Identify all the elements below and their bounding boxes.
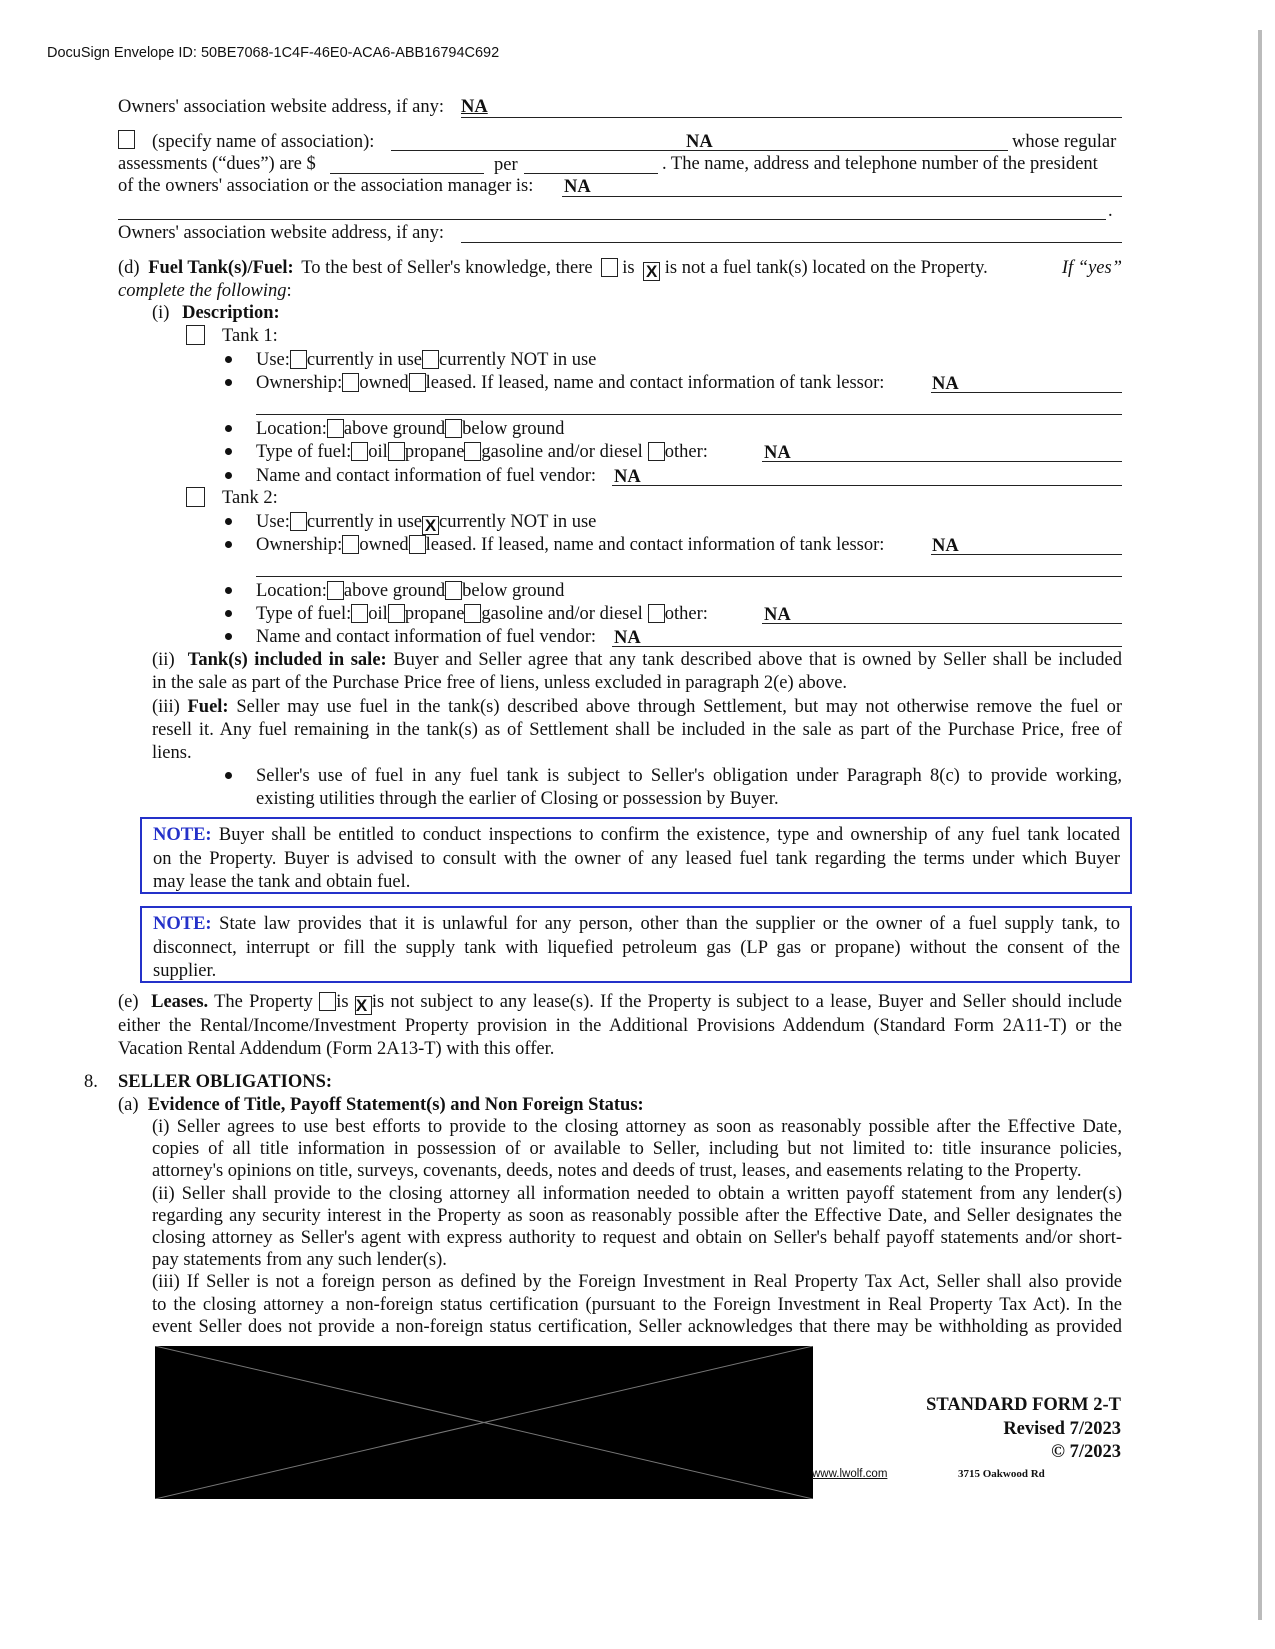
- tank2-propane-label: propane: [404, 604, 465, 624]
- hoa-per-label: per: [494, 155, 518, 175]
- tank2-type-label: Type of fuel:: [256, 604, 352, 624]
- tank1-vendor-bullet: [225, 472, 232, 479]
- leases-is-label: is: [336, 992, 349, 1012]
- leases-line-2: either the Rental/Income/Investment Property provision in the Additional Provisions Addendum (Standard Form 2A11-T) or the: [118, 1016, 1122, 1036]
- footer-address: 3715 Oakwood Rd: [958, 1468, 1045, 1480]
- hoa-name-address-label: . The name, address and telephone number of the president: [662, 154, 1098, 174]
- tank1-propane-label: propane: [404, 442, 465, 462]
- tank1-vendor-line: [612, 485, 1122, 486]
- tank1-lessor-value: NA: [932, 374, 959, 394]
- fuel-intro-text: To the best of Seller's knowledge, there: [301, 258, 593, 278]
- hoa-manager-value: NA: [564, 177, 591, 197]
- tank2-not-in-use-label: currently NOT in use: [439, 512, 597, 532]
- tank2-oil-checkbox[interactable]: [351, 604, 368, 623]
- fuel-is-not-checkbox[interactable]: X: [643, 262, 660, 281]
- tank2-gasoline-label: gasoline and/or diesel: [481, 604, 643, 624]
- tank1-checkbox[interactable]: [186, 325, 205, 345]
- leases-title: Leases.: [151, 992, 209, 1012]
- oblig-iii-line-2: to the closing attorney a non-foreign status certification (pursuant to the Foreign Investment in Real Property Tax Act). In the: [152, 1294, 1122, 1315]
- hoa-whose-regular: whose regular: [1012, 132, 1117, 152]
- tank1-use-row: [256, 349, 596, 371]
- tank1-gasoline-checkbox[interactable]: [464, 442, 481, 461]
- tank1-other-value: NA: [764, 443, 791, 463]
- tank2-not-in-use-checkbox[interactable]: X: [422, 516, 439, 535]
- footer-link[interactable]: www.lwolf.com: [812, 1468, 888, 1480]
- tank1-location-bullet: [225, 425, 232, 432]
- tank2-vendor-bullet: [225, 633, 232, 640]
- note1-line-3: may lease the tank and obtain fuel.: [153, 872, 411, 892]
- section-number: 8.: [84, 1072, 98, 1092]
- oblig-i-line-1: (i) Seller agrees to use best efforts to provide to the closing attorney as soon as reasonably possible after the Effective Date,: [152, 1117, 1122, 1137]
- tank2-location-row: [256, 580, 564, 602]
- oblig-ii-line-4: pay statements from any such lender(s).: [152, 1250, 447, 1271]
- tank1-location-row: [256, 418, 564, 440]
- tank1-above-ground-label: above ground: [343, 419, 446, 439]
- oblig-ii-line-2: regarding any security interest in the Property as soon as reasonably possible after the Effective Date, and Seller designates the: [152, 1205, 1122, 1226]
- ii-title: Tank(s) included in sale:: [187, 650, 387, 670]
- fuel-colon: :: [286, 281, 292, 301]
- fuel-description-row: [152, 302, 280, 324]
- hoa-dues-amount-field[interactable]: [330, 173, 484, 174]
- tank1-vendor-label: Name and contact information of fuel vendor:: [256, 466, 597, 486]
- tank2-above-ground-checkbox[interactable]: [327, 581, 344, 600]
- tank1-ownership-row: [256, 372, 884, 394]
- tank1-ownership-label: Ownership:: [256, 373, 343, 393]
- oblig-iii-line-1: (iii) If Seller is not a foreign person as defined by the Foreign Investment in Real Property Tax Act, Seller shall also provide: [152, 1272, 1122, 1293]
- fuel-complete-following: complete the following: [118, 281, 287, 301]
- note-state-law: [140, 906, 1132, 983]
- hoa-specify-value: NA: [686, 132, 713, 152]
- fuel-use-line-2: existing utilities through the earlier of Closing or possession by Buyer.: [256, 789, 779, 810]
- tank1-other-label: other:: [664, 442, 708, 462]
- tank1-below-ground-label: below ground: [462, 419, 565, 439]
- note-label: NOTE:: [153, 825, 212, 845]
- oblig-ii-line-1: (ii) Seller shall provide to the closing attorney all information needed to obtain a written payoff statement from any lender(s): [152, 1183, 1122, 1204]
- tank1-type-label: Type of fuel:: [256, 442, 352, 462]
- section-heading: SELLER OBLIGATIONS:: [118, 1072, 333, 1092]
- tank1-not-in-use-label: currently NOT in use: [439, 350, 597, 370]
- tank2-ownership-bullet: [225, 541, 232, 548]
- tank1-type-row: [256, 441, 708, 463]
- title-evidence-row: [118, 1094, 644, 1116]
- tank1-leased-label: leased. If leased, name and contact information of tank lessor:: [425, 373, 885, 393]
- hoa-specify-checkbox[interactable]: [118, 130, 135, 149]
- tank1-other-checkbox[interactable]: [648, 442, 665, 461]
- hoa-website-line: [461, 117, 1122, 118]
- leases-intro: The Property: [214, 992, 313, 1012]
- tank2-vendor-label: Name and contact information of fuel vendor:: [256, 627, 597, 647]
- tank1-lessor-line: [931, 392, 1122, 393]
- hoa-website2-line: [461, 242, 1122, 243]
- tank2-owned-label: owned: [359, 535, 409, 555]
- leases-is-not-label: is not subject to any lease(s). If the Property is subject to a lease, Buyer and Seller should include: [371, 992, 1123, 1012]
- tank2-label: Tank 2:: [222, 488, 278, 508]
- tank2-lessor-line: [931, 554, 1122, 555]
- iii-title: Fuel:: [187, 696, 229, 717]
- tank2-lessor-line-2: [256, 576, 1122, 577]
- tank2-below-ground-checkbox[interactable]: [445, 581, 462, 600]
- fuel-prefix: (d): [118, 258, 140, 278]
- hoa-manager-line: [562, 196, 1122, 197]
- ii-prefix: (ii): [152, 650, 175, 670]
- fuel-use-bullet: [225, 772, 232, 779]
- tank1-vendor-value: NA: [614, 467, 641, 487]
- iii-prefix: (iii): [152, 696, 180, 717]
- fuel-is-not-label: is not a fuel tank(s) located on the Property.: [664, 258, 988, 278]
- tank1-in-use-checkbox[interactable]: [290, 350, 307, 369]
- iii-line-2: resell it. Any fuel remaining in the tank(s) as of Settlement shall be included in the sale as part of the Purchase Price, free of: [152, 719, 1122, 740]
- tank2-oil-label: oil: [368, 604, 388, 624]
- tank1-location-label: Location:: [256, 419, 327, 439]
- tanks-included-paragraph: [152, 649, 1122, 765]
- note1-line-2: on the Property. Buyer is advised to consult with the owner of any leased fuel tank regarding the terms under which Buyer: [153, 848, 1120, 869]
- envelope-id: DocuSign Envelope ID: 50BE7068-1C4F-46E0-ACA6-ABB16794C692: [47, 45, 500, 61]
- leases-is-not-checkbox[interactable]: X: [355, 996, 372, 1015]
- a-title: Evidence of Title, Payoff Statement(s) and Non Foreign Status:: [147, 1095, 644, 1115]
- tank1-type-bullet: [225, 448, 232, 455]
- tank1-use-bullet: [225, 356, 232, 363]
- hoa-website2-label: Owners' association website address, if any:: [118, 223, 444, 243]
- note-inspections: [140, 817, 1132, 894]
- fuel-is-checkbox[interactable]: [601, 258, 618, 277]
- tank2-other-value: NA: [764, 605, 791, 625]
- tank1-in-use-label: currently in use: [306, 350, 422, 370]
- leases-is-checkbox[interactable]: [319, 992, 336, 1011]
- seller-obligations-text: [152, 1116, 1122, 1338]
- page-edge: [1258, 30, 1262, 1620]
- hoa-dues-period-field[interactable]: [524, 173, 658, 174]
- tank2-other-checkbox[interactable]: [648, 604, 665, 623]
- footer-copyright: © 7/2023: [1051, 1442, 1121, 1462]
- tank1-other-line: [762, 461, 1122, 462]
- ii-line-1: Buyer and Seller agree that any tank described above that is owned by Seller shall be included: [393, 650, 1123, 670]
- tank2-type-row: [256, 603, 708, 625]
- tank2-use-label: Use:: [256, 512, 290, 532]
- tank1-owned-checkbox[interactable]: [342, 373, 359, 392]
- tank1-owned-label: owned: [359, 373, 409, 393]
- tank1-gasoline-label: gasoline and/or diesel: [481, 442, 643, 462]
- tank1-above-ground-checkbox[interactable]: [327, 419, 344, 438]
- leases-prefix: (e): [118, 992, 139, 1012]
- tank2-gasoline-checkbox[interactable]: [464, 604, 481, 623]
- tank2-ownership-row: [256, 534, 884, 556]
- tank2-ownership-label: Ownership:: [256, 535, 343, 555]
- tank1-oil-checkbox[interactable]: [351, 442, 368, 461]
- hoa-manager-label: of the owners' association or the association manager is:: [118, 176, 534, 196]
- oblig-i-line-2: copies of all title information in possession of or available to Seller, including but not limited to: title insurance policies,: [152, 1139, 1122, 1160]
- tank1-propane-checkbox[interactable]: [388, 442, 405, 461]
- note-label: NOTE:: [153, 914, 212, 934]
- tank1-below-ground-checkbox[interactable]: [445, 419, 462, 438]
- leases-line-3: Vacation Rental Addendum (Form 2A13-T) with this offer.: [118, 1039, 555, 1060]
- hoa-period: .: [1108, 201, 1113, 221]
- hoa-specify-label: (specify name of association):: [152, 132, 375, 152]
- fuel-i-prefix: (i): [152, 303, 170, 323]
- note1-line-1: Buyer shall be entitled to conduct inspections to confirm the existence, type and ownership of any fuel tank located: [218, 825, 1120, 845]
- tank1-label: Tank 1:: [222, 326, 278, 346]
- tank2-vendor-value: NA: [614, 628, 641, 648]
- tank1-use-label: Use:: [256, 350, 290, 370]
- tank2-owned-checkbox[interactable]: [342, 535, 359, 554]
- hoa-manager-line-2: [118, 219, 1106, 220]
- tank1-oil-label: oil: [368, 442, 388, 462]
- tank2-vendor-line: [612, 646, 1122, 647]
- fuel-is-label: is: [622, 258, 635, 278]
- iii-line-3: liens.: [152, 743, 192, 764]
- redaction-box: [155, 1346, 813, 1499]
- note2-line-3: supplier.: [153, 961, 217, 981]
- footer-form: STANDARD FORM 2-T: [926, 1395, 1121, 1415]
- oblig-iii-line-3: event Seller does not provide a non-foreign status certification, Seller acknowledges that there may be withholding as provided: [152, 1316, 1122, 1337]
- iii-line-1: Seller may use fuel in the tank(s) described above through Settlement, but may not otherwise remove the fuel or: [236, 696, 1122, 717]
- tank2-use-bullet: [225, 518, 232, 525]
- hoa-assessments-label: assessments (“dues”) are $: [118, 154, 316, 174]
- tank2-other-label: other:: [664, 604, 708, 624]
- tank2-propane-checkbox[interactable]: [388, 604, 405, 623]
- tank2-location-bullet: [225, 587, 232, 594]
- tank2-lessor-value: NA: [932, 536, 959, 556]
- tank2-leased-label: leased. If leased, name and contact information of tank lessor:: [425, 535, 885, 555]
- tank2-use-row: [256, 511, 596, 535]
- tank2-leased-checkbox[interactable]: [409, 535, 426, 554]
- fuel-title: Fuel Tank(s)/Fuel:: [148, 258, 294, 278]
- tank2-above-ground-label: above ground: [343, 581, 446, 601]
- fuel-use-paragraph: [256, 765, 1122, 812]
- note2-line-2: disconnect, interrupt or fill the supply tank with liquefied petroleum gas (LP gas or propane) without the consent of the: [153, 937, 1120, 958]
- tank2-in-use-checkbox[interactable]: [290, 512, 307, 531]
- oblig-i-line-3: attorney's opinions on title, surveys, covenants, deeds, notes and deeds of trust, leases, and easements relating to the Property.: [152, 1161, 1082, 1182]
- oblig-ii-line-3: closing attorney as Seller's agent with express authority to request and obtain on Seller's behalf payoff statements and/or short-: [152, 1228, 1122, 1249]
- fuel-description-title: Description:: [182, 303, 280, 323]
- tank1-leased-checkbox[interactable]: [409, 373, 426, 392]
- hoa-website-label: Owners' association website address, if any:: [118, 97, 444, 117]
- fuel-if-yes: If “yes”: [1061, 258, 1122, 278]
- tank2-in-use-label: currently in use: [306, 512, 422, 532]
- hoa-website-value: NA: [461, 97, 488, 117]
- tank1-lessor-line-2: [256, 414, 1122, 415]
- a-prefix: (a): [118, 1095, 139, 1115]
- tank2-other-line: [762, 623, 1122, 624]
- footer-revised: Revised 7/2023: [1003, 1419, 1121, 1439]
- fuel-use-line-1: Seller's use of fuel in any fuel tank is subject to Seller's obligation under Paragraph 8(c) to provide working,: [256, 766, 1122, 786]
- note2-line-1: State law provides that it is unlawful for any person, other than the supplier or the owner of a fuel supply tank, to: [219, 914, 1120, 934]
- tank2-below-ground-label: below ground: [462, 581, 565, 601]
- tank2-location-label: Location:: [256, 581, 327, 601]
- leases-paragraph: [118, 991, 1122, 1062]
- tank2-checkbox[interactable]: [186, 487, 205, 507]
- tank2-type-bullet: [225, 610, 232, 617]
- tank1-ownership-bullet: [225, 379, 232, 386]
- fuel-heading: [118, 257, 1122, 281]
- ii-line-2: in the sale as part of the Purchase Price free of liens, unless excluded in paragraph 2(e) above.: [152, 673, 848, 694]
- tank1-not-in-use-checkbox[interactable]: [422, 350, 439, 369]
